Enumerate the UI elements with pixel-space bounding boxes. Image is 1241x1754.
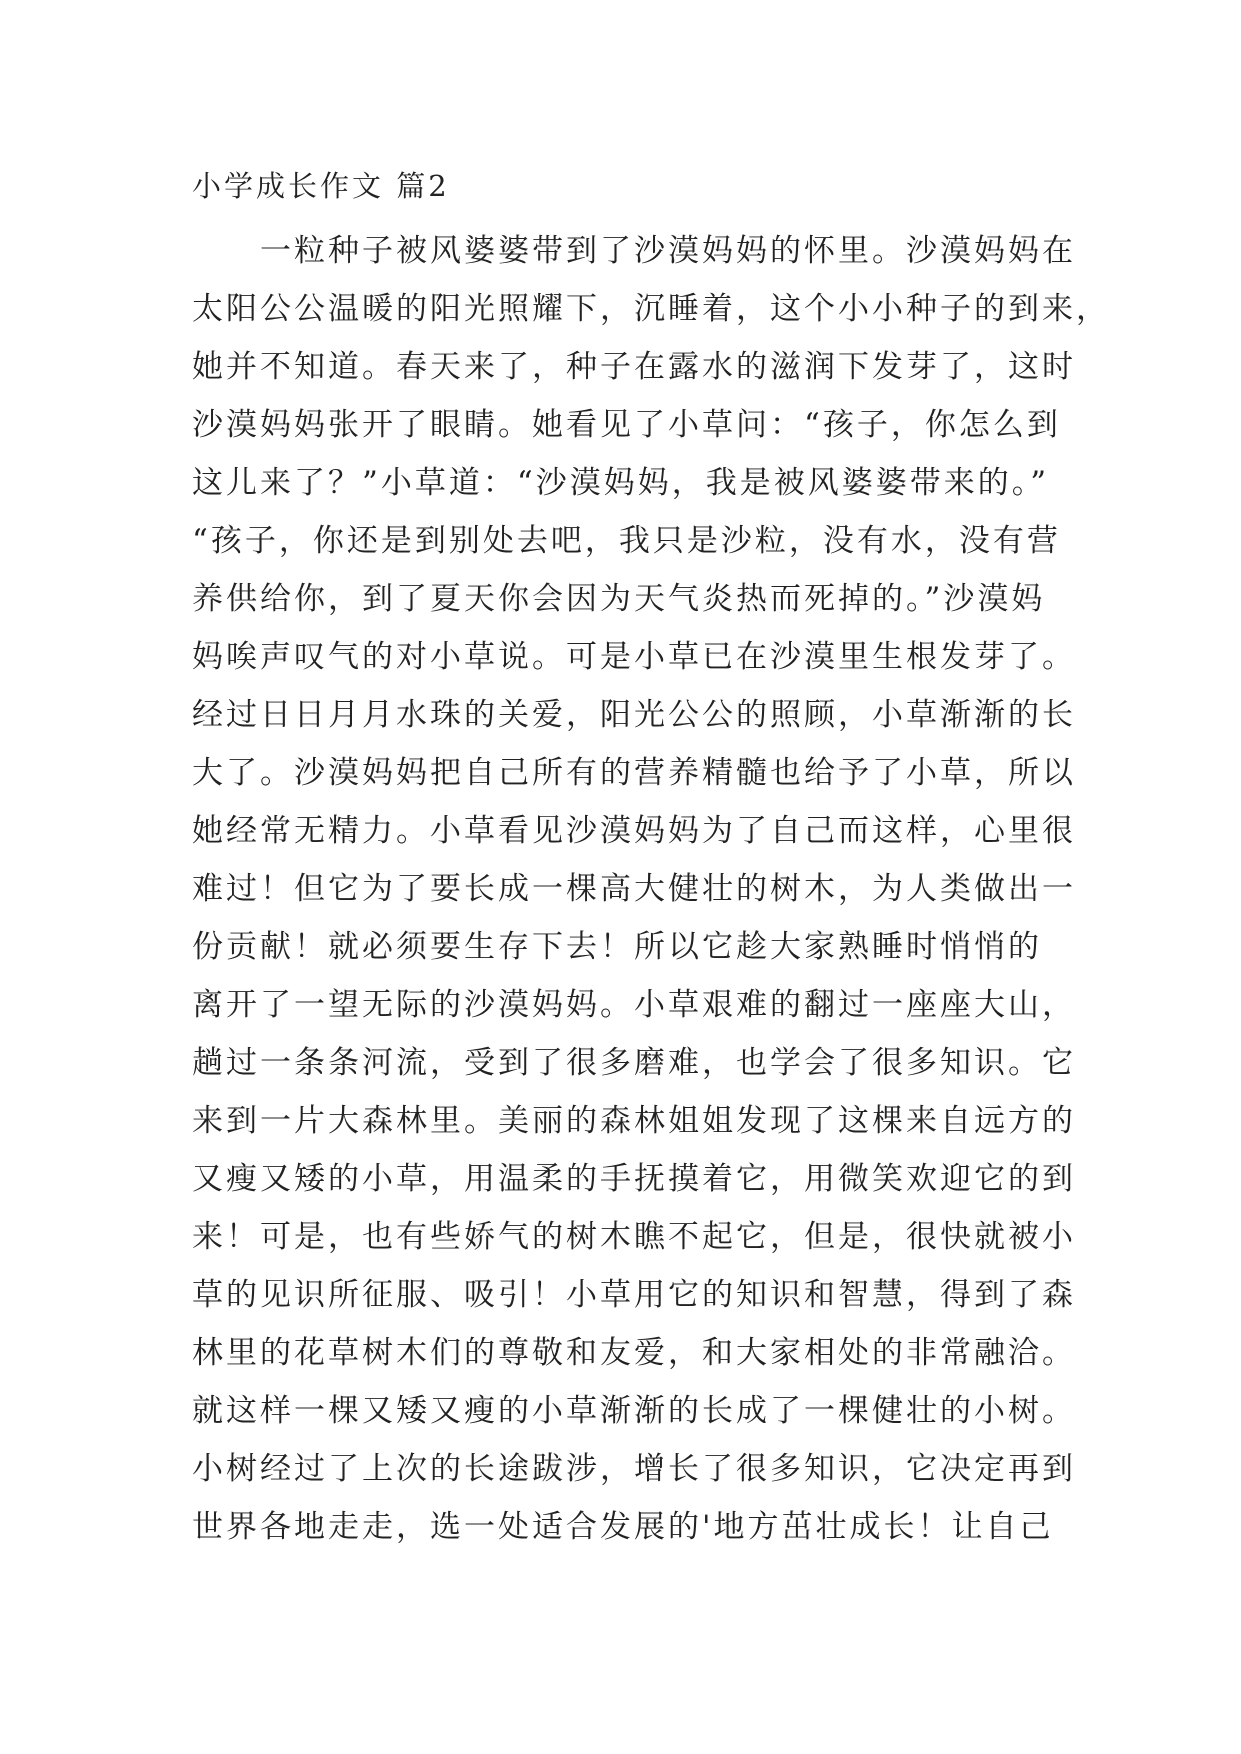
body-line: 经过日日月月水珠的关爱，阳光公公的照顾，小草渐渐的长 [192, 697, 1076, 733]
body-line: “孩子，你还是到别处去吧，我只是沙粒，没有水，没有营 [192, 523, 1061, 559]
body-line: 沙漠妈妈张开了眼睛。她看见了小草问：“孩子，你怎么到 [192, 407, 1061, 443]
body-line: 她经常无精力。小草看见沙漠妈妈为了自己而这样，心里很 [192, 813, 1076, 849]
body-line: 小树经过了上次的长途跋涉，增长了很多知识，它决定再到 [192, 1451, 1076, 1487]
body-line: 林里的花草树木们的尊敬和友爱，和大家相处的非常融洽。 [192, 1335, 1076, 1371]
body-line: 来！可是，也有些娇气的树木瞧不起它，但是，很快就被小 [192, 1219, 1076, 1255]
body-line: 就这样一棵又矮又瘦的小草渐渐的长成了一棵健壮的小树。 [192, 1393, 1076, 1429]
body-line: 太阳公公温暖的阳光照耀下，沉睡着，这个小小种子的到来， [192, 291, 1110, 327]
body-line: 份贡献！就必须要生存下去！所以它趁大家熟睡时悄悄的 [192, 929, 1042, 965]
body-line: 大了。沙漠妈妈把自己所有的营养精髓也给予了小草，所以 [192, 755, 1076, 791]
body-line: 养供给你，到了夏天你会因为天气炎热而死掉的。”沙漠妈 [192, 581, 1046, 617]
body-line: 趟过一条条河流，受到了很多磨难，也学会了很多知识。它 [192, 1045, 1076, 1081]
body-line: 来到一片大森林里。美丽的森林姐姐发现了这棵来自远方的 [192, 1103, 1076, 1139]
body-line: 又瘦又矮的小草，用温柔的手抚摸着它，用微笑欢迎它的到 [192, 1161, 1076, 1197]
body-line: 妈唉声叹气的对小草说。可是小草已在沙漠里生根发芽了。 [192, 639, 1076, 675]
document-body [192, 222, 1110, 1556]
body-line: 离开了一望无际的沙漠妈妈。小草艰难的翻过一座座大山， [192, 987, 1076, 1023]
body-line: 草的见识所征服、吸引！小草用它的知识和智慧，得到了森 [192, 1277, 1076, 1313]
body-line: 难过！但它为了要长成一棵高大健壮的树木，为人类做出一 [192, 871, 1076, 907]
body-line: 这儿来了？”小草道：“沙漠妈妈，我是被风婆婆带来的。” [192, 465, 1050, 501]
document-title: 小学成长作文 篇2 [192, 169, 450, 203]
body-line: 她并不知道。春天来了，种子在露水的滋润下发芽了，这时 [192, 349, 1076, 385]
body-line: 一粒种子被风婆婆带到了沙漠妈妈的怀里。沙漠妈妈在 [192, 233, 1076, 269]
body-line: 世界各地走走，选一处适合发展的'地方茁壮成长！让自己 [192, 1509, 1054, 1545]
